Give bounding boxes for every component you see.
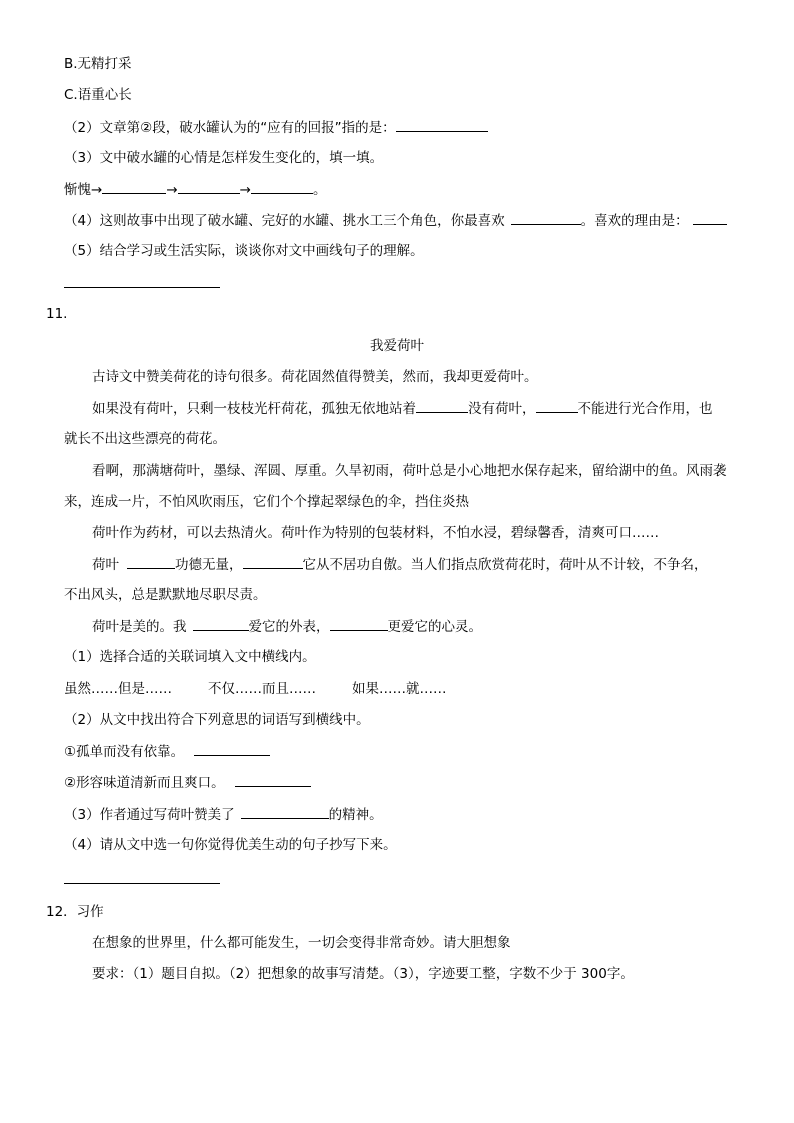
item-text: 的精神。 xyxy=(328,807,383,823)
q11-sub2-item1 xyxy=(64,742,270,761)
arrow-icon: → xyxy=(166,182,178,198)
answer-line[interactable] xyxy=(64,287,220,288)
para-text: 没有荷叶， xyxy=(468,401,536,417)
conjunction-option: 如果……就…… xyxy=(352,681,447,697)
question-number-11: 11. xyxy=(46,306,68,322)
passage-para-2 xyxy=(92,399,713,418)
passage-para-6 xyxy=(92,617,482,636)
essay-requirements: 要求：（1）题目自拟。（2）把想象的故事写清楚。（3），字迹要工整，字数不少于 300字。 xyxy=(92,966,634,982)
answer-line[interactable] xyxy=(64,883,220,884)
q10-sub2 xyxy=(64,118,488,137)
option-c: C.语重心长 xyxy=(64,87,132,103)
item-text: ②形容味道清新而且爽口。 xyxy=(64,775,225,791)
q11-sub1: （1）选择合适的关联词填入文中横线内。 xyxy=(64,649,316,665)
emotion-start: 惭愧 xyxy=(64,182,91,198)
q11-sub4: （4）请从文中选一句你觉得优美生动的句子抄写下来。 xyxy=(64,837,397,853)
item-text: ①孤单而没有依靠。 xyxy=(64,744,185,760)
item-text: （3）作者通过写荷叶赞美了 xyxy=(64,807,235,823)
q11-sub2-item2 xyxy=(64,773,311,792)
answer-blank[interactable] xyxy=(193,617,249,631)
conjunction-options xyxy=(64,680,447,698)
passage-para-4: 荷叶作为药材，可以去热清火。荷叶作为特别的包装材料，不怕水浸，碧绿馨香，清爽可口…… xyxy=(92,525,659,541)
passage-para-5-cont: 不出风头，总是默默地尽职尽责。 xyxy=(64,587,267,603)
period: 。 xyxy=(312,182,327,198)
q11-sub3 xyxy=(64,805,383,824)
answer-blank[interactable] xyxy=(235,773,311,787)
answer-blank[interactable] xyxy=(396,118,488,132)
conjunction-option: 不仅……而且…… xyxy=(208,681,316,697)
passage-para-3-cont: 来，连成一片，不怕风吹雨压，它们个个撑起翠绿色的伞，挡住炎热 xyxy=(64,494,469,510)
answer-blank[interactable] xyxy=(243,555,303,569)
q11-sub2: （2）从文中找出符合下列意思的词语写到横线中。 xyxy=(64,712,370,728)
arrow-icon: → xyxy=(239,182,251,198)
arrow-icon: → xyxy=(91,182,103,198)
passage-title: 我爱荷叶 xyxy=(370,338,424,354)
para-text: 如果没有荷叶，只剩一枝枝光杆荷花，孤独无依地站着 xyxy=(92,401,416,417)
passage-para-1: 古诗文中赞美荷花的诗句很多。荷花固然值得赞美，然而，我却更爱荷叶。 xyxy=(92,369,538,385)
answer-blank[interactable] xyxy=(194,742,270,756)
passage-para-3: 看啊，那满塘荷叶，墨绿、浑圆、厚重。久旱初雨，荷叶总是小心地把水保存起来，留给湖中的鱼。风雨袭 xyxy=(92,463,727,479)
q10-emotion-chain xyxy=(64,180,326,199)
para-text: 功德无量， xyxy=(175,557,243,573)
para-text: 更爱它的心灵。 xyxy=(387,619,482,635)
answer-blank[interactable] xyxy=(178,180,240,194)
passage-para-2-cont: 就长不出这些漂亮的荷花。 xyxy=(64,431,226,447)
para-text: 爱它的外表， xyxy=(248,619,330,635)
q10-sub5: （5）结合学习或生活实际，谈谈你对文中画线句子的理解。 xyxy=(64,243,424,259)
question-number-12: 12．习作 xyxy=(46,904,104,920)
answer-blank[interactable] xyxy=(102,180,166,194)
conjunction-option: 虽然……但是…… xyxy=(64,681,172,697)
answer-blank[interactable] xyxy=(536,399,578,413)
q10-sub2-text: （2）文章第②段，破水罐认为的“应有的回报”指的是： xyxy=(64,120,396,136)
answer-blank[interactable] xyxy=(330,617,388,631)
answer-blank[interactable] xyxy=(511,211,581,225)
q10-sub3: （3）文中破水罐的心情是怎样发生变化的，填一填。 xyxy=(64,150,384,166)
q10-sub4 xyxy=(64,211,727,230)
para-text: 它从不居功自傲。当人们指点欣赏荷花时，荷叶从不计较，不争名， xyxy=(302,557,708,573)
passage-para-5 xyxy=(92,555,708,574)
q10-sub4-text-a: （4）这则故事中出现了破水罐、完好的水罐、挑水工三个角色，你最喜欢 xyxy=(64,213,505,229)
essay-prompt: 在想象的世界里，什么都可能发生，一切会变得非常奇妙。请大胆想象 xyxy=(92,935,511,951)
para-text: 荷叶 xyxy=(92,557,119,573)
answer-blank[interactable] xyxy=(416,399,468,413)
answer-blank[interactable] xyxy=(251,180,313,194)
option-b: B.无精打采 xyxy=(64,56,132,72)
answer-blank[interactable] xyxy=(693,211,727,225)
para-text: 荷叶是美的。我 xyxy=(92,619,187,635)
q10-sub4-text-b: 。喜欢的理由是： xyxy=(580,213,689,229)
answer-blank[interactable] xyxy=(241,805,329,819)
answer-blank[interactable] xyxy=(127,555,175,569)
para-text: 不能进行光合作用，也 xyxy=(577,401,713,417)
